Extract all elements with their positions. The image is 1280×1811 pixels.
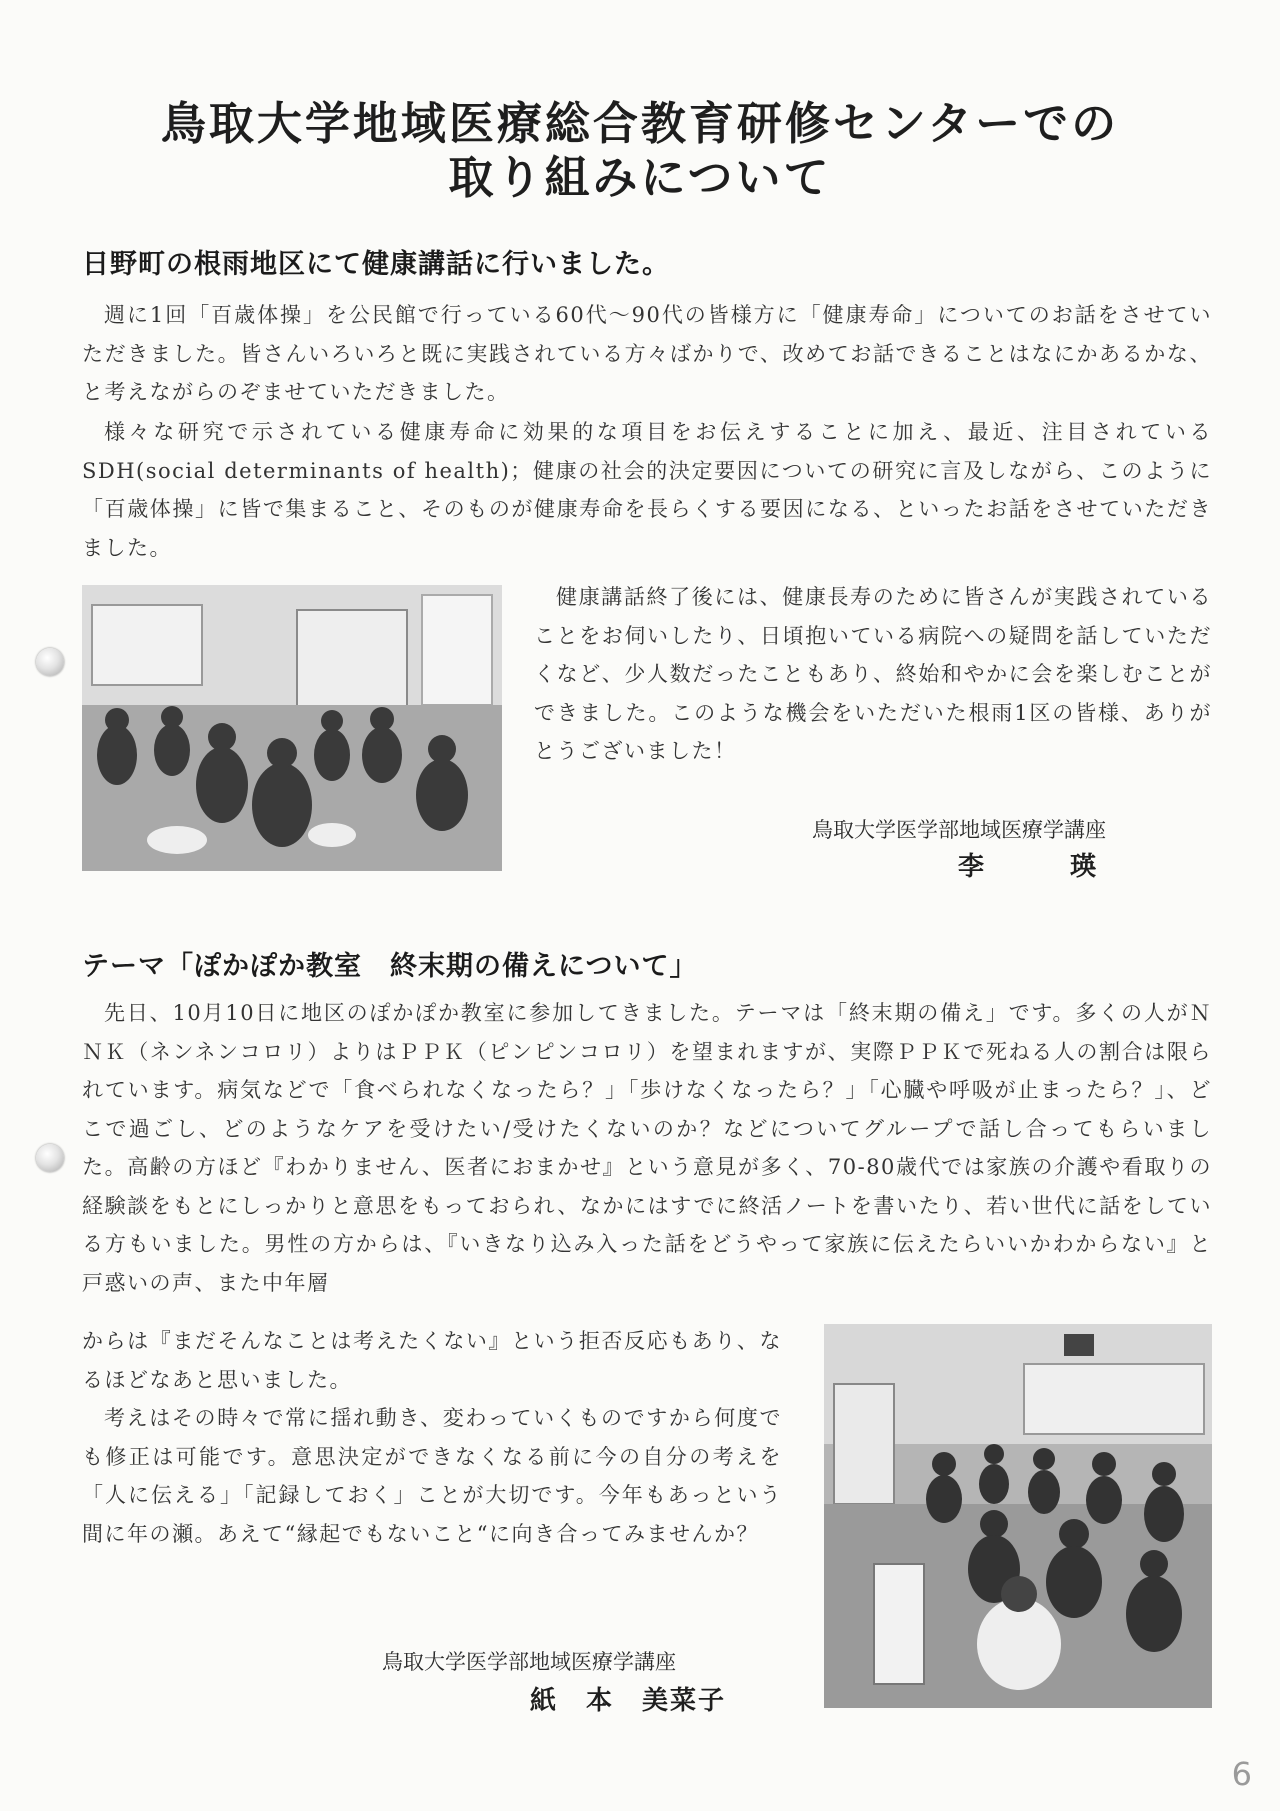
section2-paragraph-2: 考えはその時々で常に揺れ動き、変わっていくものですから何度でも修正は可能です。意思決定ができなくなる前に今の自分の考えを「人に伝える」「記録しておく」ことが大切です。今年もあっという間に年の瀬。あえて“縁起でもないこと“に向き合ってみませんか？ <box>82 1406 782 1546</box>
section1-paragraph-2: 様々な研究で示されている健康寿命に効果的な項目をお伝えすることに加え、最近、注目されているSDH(social determinants of health)；健康の社会的決定要因についての研究に言及しながら、このように「百歳体操」に皆で集まること、そのものが健康寿命を長らくする要因になる、といったお話をさせていただきました。 <box>82 420 1212 560</box>
classroom-photo-image <box>824 1324 1212 1708</box>
classroom-photo <box>824 1324 1212 1708</box>
section2-author: 紙 本 美菜子 <box>530 1686 727 1716</box>
page-title-line1: 鳥取大学地域医療総合教育研修センターでの <box>160 97 1120 150</box>
section2-paragraph-1-continued: からは『まだそんなことは考えたくない』という拒否反応もあり、なるほどなあと思いました。 <box>82 1329 782 1392</box>
section1-paragraph-1: 週に1回「百歳体操」を公民館で行っている60代～90代の皆様方に「健康寿命」についてのお話をさせていただきました。皆さんいろいろと既に実践されている方々ばかりで、改めてお話できることはなにかあるかな、と考えながらのぞませていただきました。 <box>82 303 1212 404</box>
section2-heading: テーマ「ぽかぽか教室 終末期の備えについて」 <box>82 951 698 982</box>
section2-paragraph-1: 先日、10月10日に地区のぽかぽか教室に参加してきました。テーマは「終末期の備え」です。多くの人がＮＮＫ（ネンネンコロリ）よりはＰＰＫ（ピンピンコロリ）を望まれますが、実際ＰＰＫで死ねる人の割合は限られています。病気などで「食べられなくなったら？」「歩けなくなったら？」「心臓や呼吸が止まったら？」、どこで過ごし、どのようなケアを受けたい/受けたくないのか？などについてグループで話し合ってもらいました。高齢の方ほど『わかりません、医者におまかせ』という意見が多く、70-80歳代では家族の介護や看取りの経験談をもとにしっかりと意思をもっておられ、なかにはすでに終活ノートを書いたり、若い世代に話をしている方もいました。男性の方からは、『いきなり込み入った話をどうやって家族に伝えたらいいかわからない』と戸惑いの声、また中年層 <box>82 1001 1212 1295</box>
page-number: 6 <box>1231 1755 1252 1793</box>
page-title-line2: 取り組みについて <box>448 151 832 204</box>
section2-affiliation: 鳥取大学医学部地域医療学講座 <box>382 1650 676 1674</box>
section1-affiliation: 鳥取大学医学部地域医療学講座 <box>812 818 1106 842</box>
binder-hole-decoration <box>36 1144 64 1172</box>
lecture-photo <box>82 585 502 871</box>
binder-hole-decoration <box>36 648 64 676</box>
section1-author: 李 瑛 <box>958 852 1099 882</box>
section1-heading: 日野町の根雨地区にて健康講話に行いました。 <box>82 249 670 280</box>
section1-paragraph-3: 健康講話終了後には、健康長寿のために皆さんが実践されていることをお伺いしたり、日頃抱いている病院への疑問を話していただくなど、少人数だったこともあり、終始和やかに会を楽しむことができました。このような機会をいただいた根雨1区の皆様、ありがとうございました！ <box>534 585 1212 763</box>
lecture-photo-image <box>82 585 502 871</box>
